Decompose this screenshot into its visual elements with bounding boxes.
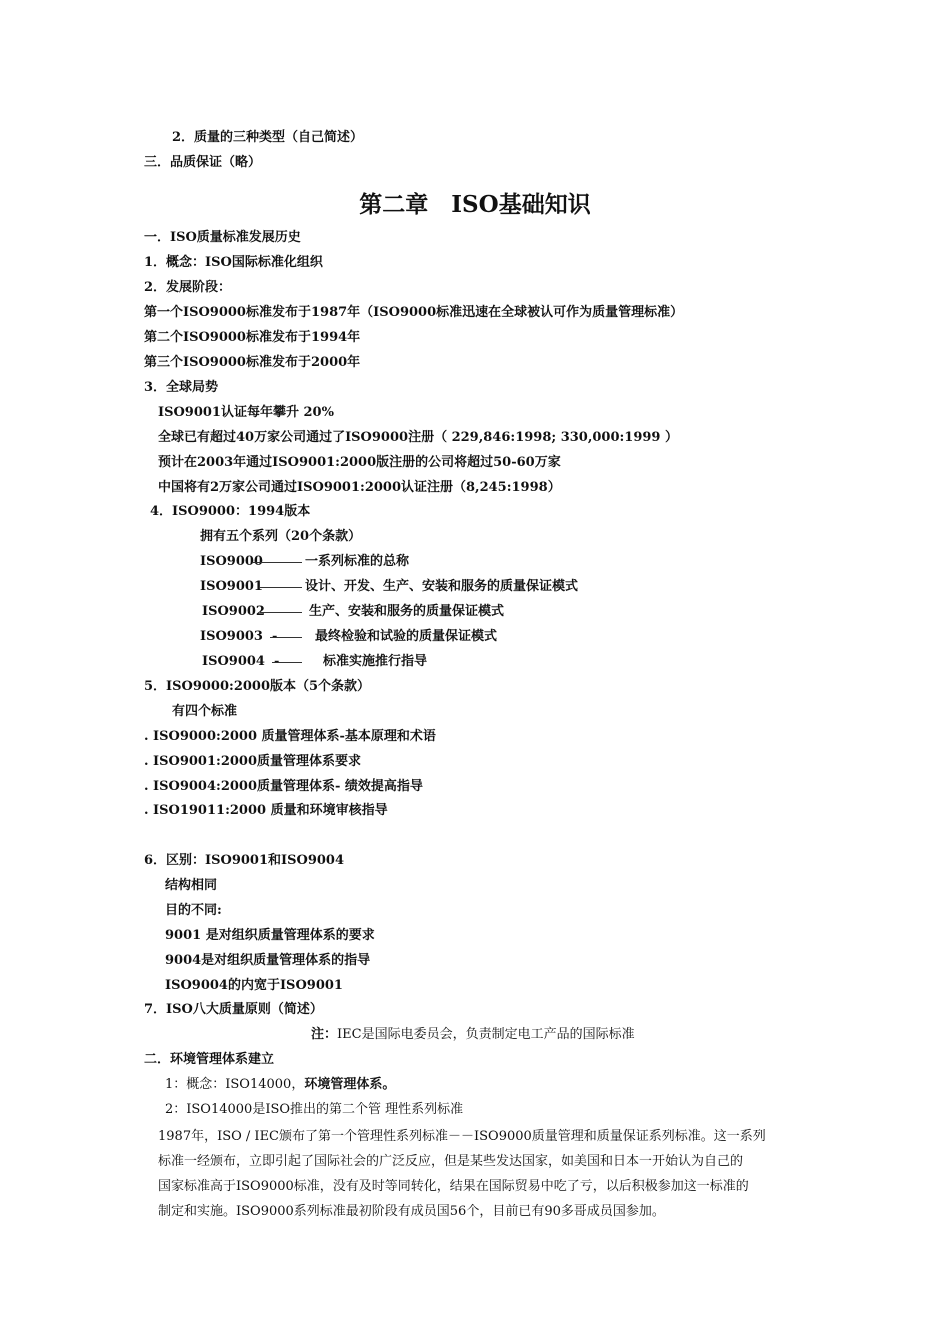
dash-line — [272, 662, 302, 663]
history-paragraph — [158, 1124, 808, 1224]
section-2-heading: 二．环境管理体系建立 — [144, 1052, 275, 1067]
series-desc: 标准实施推行指导 — [323, 654, 428, 669]
difference-line-5: ISO9004的内宽于ISO9001 — [165, 978, 343, 993]
series-desc: 生产、安装和服务的质量保证模式 — [309, 604, 505, 619]
item-7-principles: 7．ISO八大质量原则（简述） — [144, 1002, 323, 1017]
series-desc: 设计、开发、生产、安装和服务的质量保证模式 — [305, 579, 579, 594]
section-3-heading: 三．品质保证（略） — [144, 155, 262, 170]
global-line-4: 中国将有2万家公司通过ISO9001:2000认证注册（8,245:1998） — [158, 480, 561, 495]
series-code: ISO9004 - — [202, 654, 280, 669]
series-code: ISO9003 - — [200, 629, 278, 644]
stage-first: 第一个ISO9000标准发布于1987年（ISO9000标准迅速在全球被认可作为质量管理标准） — [144, 305, 684, 320]
standard-19011: . ISO19011:2000 质量和环境审核指导 — [144, 803, 388, 818]
stage-second: 第二个ISO9000标准发布于1994年 — [144, 330, 361, 345]
five-series-line: 拥有五个系列（20个条款） — [200, 529, 362, 544]
global-line-2: 全球已有超过40万家公司通过了ISO9000注册（ 229,846:1998; 330,000:1999 ） — [158, 430, 679, 445]
env-second-line: 2：ISO14000是ISO推出的第二个管 理性系列标准 — [165, 1102, 464, 1117]
paragraph-line: 1987年，ISO / IEC颁布了第一个管理性系列标准－－ISO9000质量管理和质量保证系列标准。这一系列 — [158, 1129, 766, 1144]
item-4-version-1994: 4．ISO9000：1994版本 — [150, 504, 311, 519]
env-concept-line — [165, 1076, 395, 1093]
difference-line-4: 9004是对组织质量管理体系的指导 — [165, 953, 371, 968]
standard-9000: . ISO9000:2000 质量管理体系-基本原理和术语 — [144, 729, 436, 744]
env-concept-prefix: 1：概念：ISO14000， — [165, 1077, 305, 1092]
four-standards-line: 有四个标准 — [172, 704, 238, 719]
difference-line-1: 结构相同 — [165, 878, 218, 893]
standard-9001: . ISO9001:2000质量管理体系要求 — [144, 754, 362, 769]
quality-types-line: 2．质量的三种类型（自己简述） — [172, 130, 364, 145]
standard-9004: . ISO9004:2000质量管理体系- 绩效提高指导 — [144, 779, 423, 794]
paragraph-line: 制定和实施。ISO9000系列标准最初阶段有成员国56个，目前已有90多哥成员国参加。 — [158, 1204, 665, 1219]
series-desc: 一系列标准的总称 — [305, 554, 410, 569]
paragraph-line: 标准一经颁布，立即引起了国际社会的广泛反应，但是某些发达国家，如美国和日本一开始认为自己的 — [158, 1154, 744, 1169]
series-desc: 最终检验和试验的质量保证模式 — [315, 629, 498, 644]
item-2-stages: 2．发展阶段： — [144, 280, 232, 295]
item-6-difference: 6．区别：ISO9001和ISO9004 — [144, 853, 344, 868]
stage-third: 第三个ISO9000标准发布于2000年 — [144, 355, 361, 370]
global-line-1: ISO9001认证每年攀升 20% — [158, 405, 334, 420]
item-1-concept: 1．概念：ISO国际标准化组织 — [144, 255, 323, 270]
dash-line — [260, 612, 302, 613]
series-code: ISO9001 — [200, 579, 263, 594]
dash-line — [252, 562, 302, 563]
item-5-version-2000: 5．ISO9000:2000版本（5个条款） — [144, 679, 371, 694]
difference-line-3: 9001 是对组织质量管理体系的要求 — [165, 928, 375, 943]
env-concept-bold: 环境管理体系。 — [304, 1077, 396, 1092]
global-line-3: 预计在2003年通过ISO9001:2000版注册的公司将超过50-60万家 — [158, 455, 561, 470]
item-3-global: 3．全球局势 — [144, 380, 219, 395]
chapter-title: 第二章 ISO基础知识 — [359, 191, 591, 218]
dash-line — [259, 587, 302, 588]
difference-line-2: 目的不同: — [165, 903, 222, 918]
series-code: ISO9002 — [202, 604, 265, 619]
dash-line — [270, 637, 302, 638]
paragraph-line: 国家标准高于ISO9000标准，没有及时等同转化，结果在国际贸易中吃了亏，以后积极参加这一标准的 — [158, 1179, 749, 1194]
note-line — [311, 1026, 635, 1043]
note-label: 注： — [311, 1027, 338, 1042]
series-code: ISO9000 — [200, 554, 263, 569]
note-text: IEC是国际电委员会，负责制定电工产品的国际标准 — [337, 1027, 635, 1042]
section-1-heading: 一．ISO质量标准发展历史 — [144, 230, 301, 245]
